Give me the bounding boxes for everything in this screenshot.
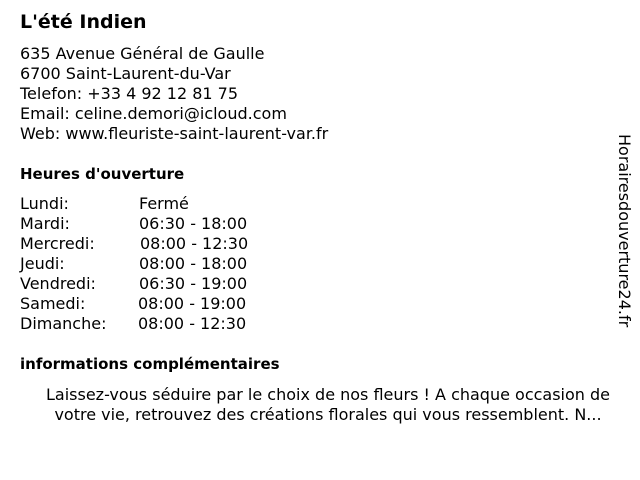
time-value: 06:30 - 19:00 (139, 274, 248, 293)
day-label: Dimanche: (20, 314, 107, 333)
additional-info-heading: informations complémentaires (20, 355, 280, 373)
day-label: Jeudi: (20, 254, 65, 273)
hours-row-saturday (20, 294, 320, 314)
hours-row-sunday (20, 314, 320, 334)
hours-row-wednesday (20, 234, 320, 254)
phone-number[interactable]: Telefon: +33 4 92 12 81 75 (20, 84, 239, 103)
opening-hours-table (20, 194, 320, 334)
email-address[interactable]: Email: celine.demori@icloud.com (20, 104, 287, 123)
hours-row-tuesday (20, 214, 320, 234)
time-value: Fermé (139, 194, 189, 213)
watermark-text: Horairesdouverture24.fr (615, 134, 634, 328)
day-label: Lundi: (20, 194, 69, 213)
hours-row-friday (20, 274, 320, 294)
time-value: 08:00 - 19:00 (138, 294, 247, 313)
day-label: Mardi: (20, 214, 70, 233)
day-label: Vendredi: (20, 274, 96, 293)
address-street: 635 Avenue Général de Gaulle (20, 44, 265, 63)
info-line-1: Laissez-vous séduire par le choix de nos fleurs ! A chaque occasion de (45, 385, 611, 404)
business-name: L'été Indien (20, 11, 147, 33)
hours-row-thursday (20, 254, 320, 274)
info-line-2: votre vie, retrouvez des créations florales qui vous ressemblent. N... (54, 405, 602, 424)
day-label: Mercredi: (20, 234, 95, 253)
additional-info-text (18, 385, 638, 425)
time-value: 08:00 - 12:30 (140, 234, 249, 253)
time-value: 08:00 - 18:00 (139, 254, 248, 273)
day-label: Samedi: (20, 294, 86, 313)
website-link[interactable]: Web: www.fleuriste-saint-laurent-var.fr (20, 124, 329, 143)
time-value: 06:30 - 18:00 (139, 214, 248, 233)
site-watermark (612, 134, 636, 354)
address-city: 6700 Saint-Laurent-du-Var (20, 64, 231, 83)
opening-hours-heading: Heures d'ouverture (20, 165, 185, 183)
contact-block (20, 44, 328, 144)
hours-row-monday (20, 194, 320, 214)
time-value: 08:00 - 12:30 (138, 314, 247, 333)
